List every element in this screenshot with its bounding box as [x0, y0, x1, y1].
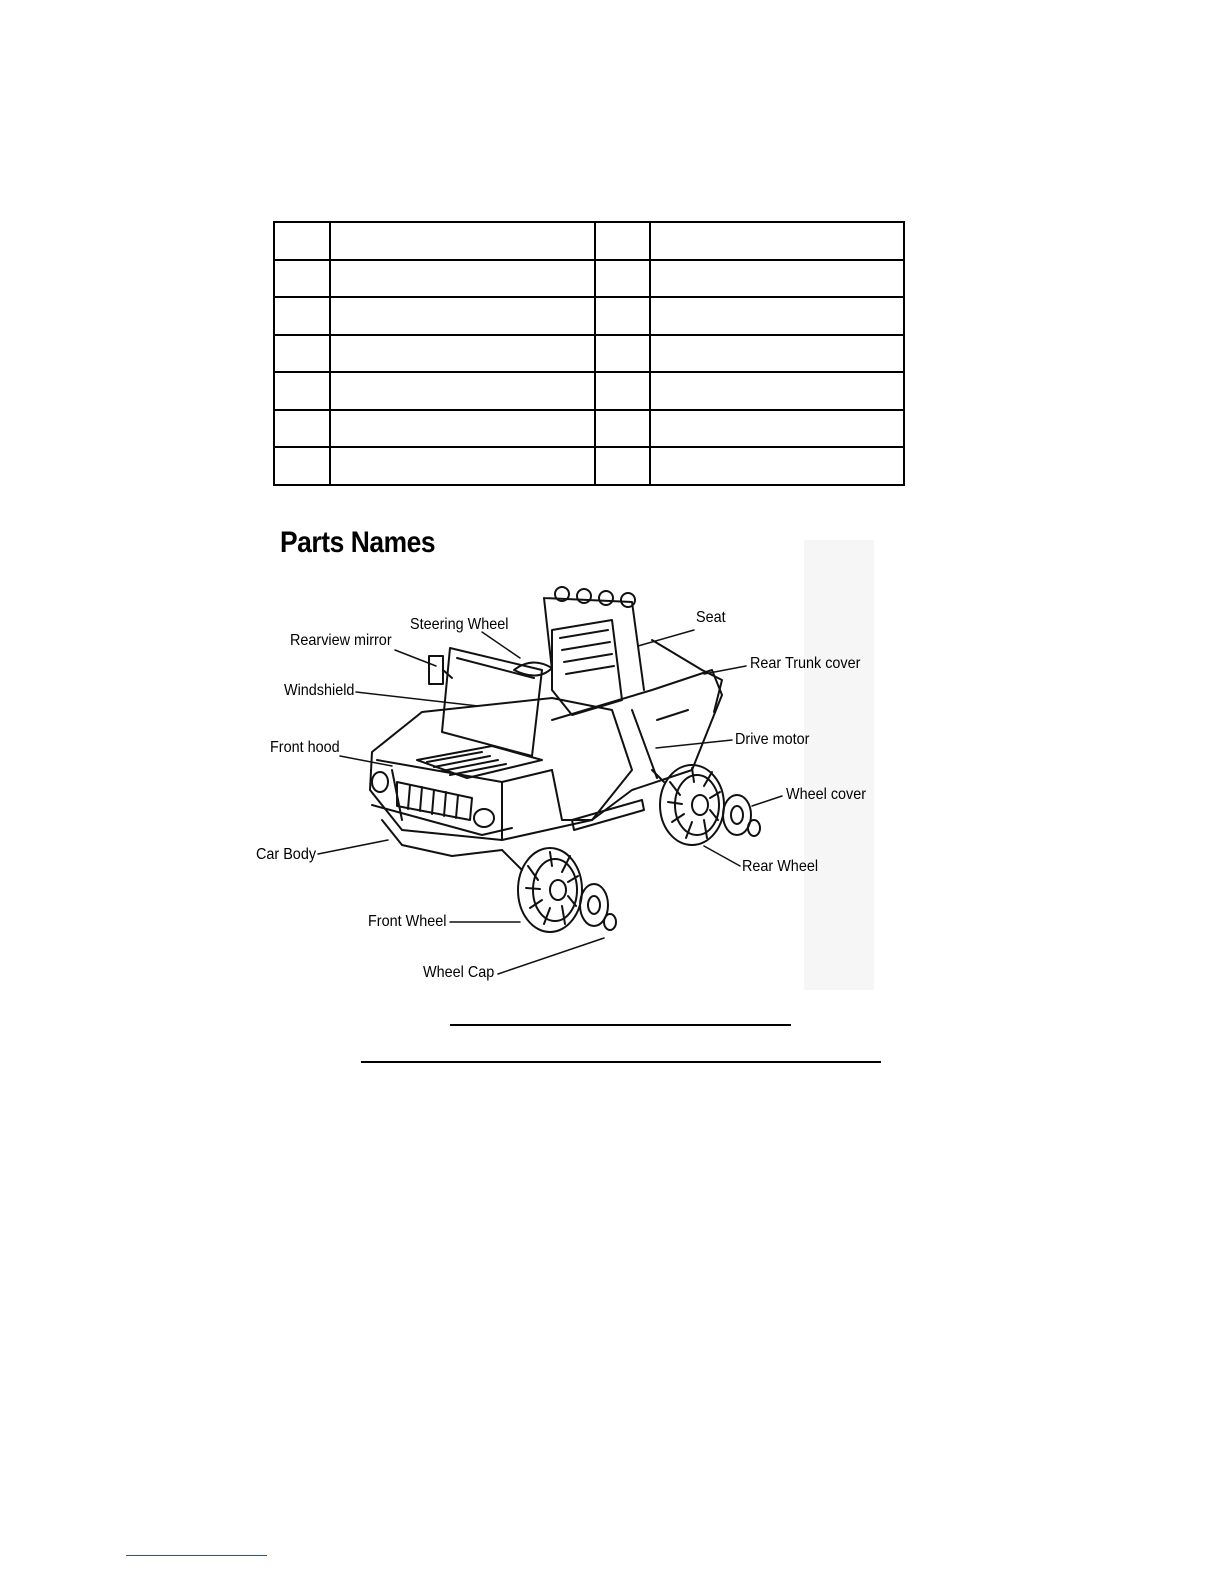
table-cell: [650, 410, 904, 448]
figure-title: Parts Names: [280, 526, 436, 559]
table-cell: [650, 335, 904, 373]
table-cell: [650, 447, 904, 485]
label-rearview-mirror: Rearview mirror: [290, 632, 392, 649]
label-wheel-cap: Wheel Cap: [423, 964, 495, 981]
label-windshield: Windshield: [284, 682, 355, 699]
table-row: [274, 447, 904, 485]
label-rear-wheel: Rear Wheel: [742, 858, 819, 875]
table-cell: [330, 260, 595, 298]
ride-on-car-illustration: [252, 520, 874, 990]
table-row: [274, 297, 904, 335]
table-cell: [595, 222, 650, 260]
table-cell: [330, 447, 595, 485]
table-cell: [274, 447, 330, 485]
table-cell: [595, 372, 650, 410]
footnote-separator: [126, 1555, 267, 1556]
blank-parts-table: [273, 221, 905, 486]
label-front-hood: Front hood: [270, 739, 340, 756]
label-wheel-cover: Wheel cover: [786, 786, 867, 803]
table-cell: [274, 297, 330, 335]
label-seat: Seat: [696, 609, 726, 626]
table-row: [274, 260, 904, 298]
table-cell: [595, 410, 650, 448]
label-steering-wheel: Steering Wheel: [410, 616, 509, 633]
label-rear-trunk-cover: Rear Trunk cover: [750, 655, 861, 672]
table-cell: [595, 335, 650, 373]
table-row: [274, 372, 904, 410]
label-drive-motor: Drive motor: [735, 731, 810, 748]
blank-rule-long: [361, 1061, 881, 1063]
table-cell: [330, 297, 595, 335]
table-cell: [274, 260, 330, 298]
front-wheel-drawing: [502, 848, 616, 932]
table-cell: [274, 335, 330, 373]
table-cell: [274, 222, 330, 260]
table-row: [274, 410, 904, 448]
table-row: [274, 335, 904, 373]
table-cell: [650, 260, 904, 298]
table-cell: [595, 297, 650, 335]
table-cell: [650, 372, 904, 410]
table-row: [274, 222, 904, 260]
table-cell: [330, 222, 595, 260]
table-cell: [274, 372, 330, 410]
table-cell: [595, 260, 650, 298]
table-cell: [274, 410, 330, 448]
parts-names-figure: [252, 520, 874, 990]
table-cell: [330, 372, 595, 410]
table-cell: [330, 335, 595, 373]
table-cell: [595, 447, 650, 485]
label-car-body: Car Body: [256, 846, 317, 863]
table-cell: [330, 410, 595, 448]
table-cell: [650, 222, 904, 260]
blank-rule-short: [450, 1024, 791, 1026]
label-front-wheel: Front Wheel: [368, 913, 447, 930]
table-cell: [650, 297, 904, 335]
rear-wheel-drawing: [652, 765, 760, 845]
